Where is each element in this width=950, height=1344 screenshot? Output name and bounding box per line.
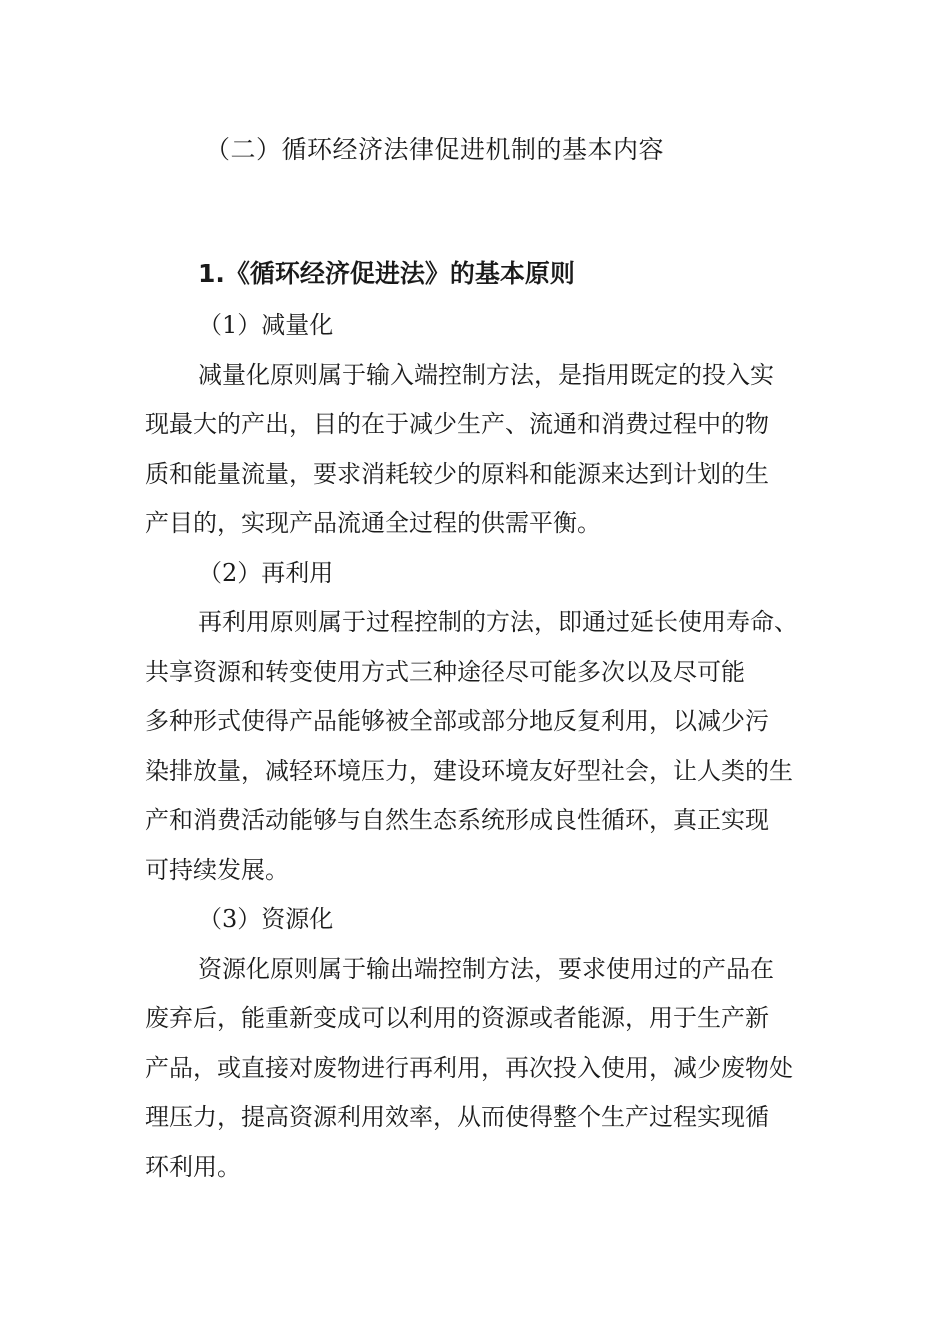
- paragraph-line: 理压力，提高资源利用效率，从而使得整个生产过程实现循: [145, 1103, 769, 1131]
- principle-heading-reduce: （1）减量化: [198, 311, 334, 339]
- paragraph-line: 共享资源和转变使用方式三种途径尽可能多次以及尽可能: [145, 658, 745, 686]
- paragraph-line: 减量化原则属于输入端控制方法，是指用既定的投入实: [198, 361, 774, 389]
- paragraph-line: 废弃后，能重新变成可以利用的资源或者能源，用于生产新: [145, 1004, 769, 1032]
- paragraph-line: 现最大的产出，目的在于减少生产、流通和消费过程中的物: [145, 410, 769, 438]
- principle-heading-reuse: （2）再利用: [198, 559, 334, 587]
- paragraph-line: 多种形式使得产品能够被全部或部分地反复利用，以减少污: [145, 707, 769, 735]
- section-title: （二）循环经济法律促进机制的基本内容: [205, 135, 665, 164]
- subsection-title: 1.《循环经济促进法》的基本原则: [198, 259, 575, 288]
- paragraph-line: 产目的，实现产品流通全过程的供需平衡。: [145, 509, 601, 537]
- paragraph-line: 产品，或直接对废物进行再利用，再次投入使用，减少废物处: [145, 1054, 793, 1082]
- paragraph-line: 可持续发展。: [145, 856, 289, 884]
- paragraph-line: 再利用原则属于过程控制的方法，即通过延长使用寿命、: [198, 608, 798, 636]
- principle-heading-resource: （3）资源化: [198, 905, 334, 933]
- paragraph-line: 资源化原则属于输出端控制方法，要求使用过的产品在: [198, 955, 774, 983]
- paragraph-line: 质和能量流量，要求消耗较少的原料和能源来达到计划的生: [145, 460, 769, 488]
- paragraph-line: 染排放量，减轻环境压力，建设环境友好型社会，让人类的生: [145, 757, 793, 785]
- paragraph-line: 产和消费活动能够与自然生态系统形成良性循环，真正实现: [145, 806, 769, 834]
- paragraph-line: 环利用。: [145, 1153, 241, 1181]
